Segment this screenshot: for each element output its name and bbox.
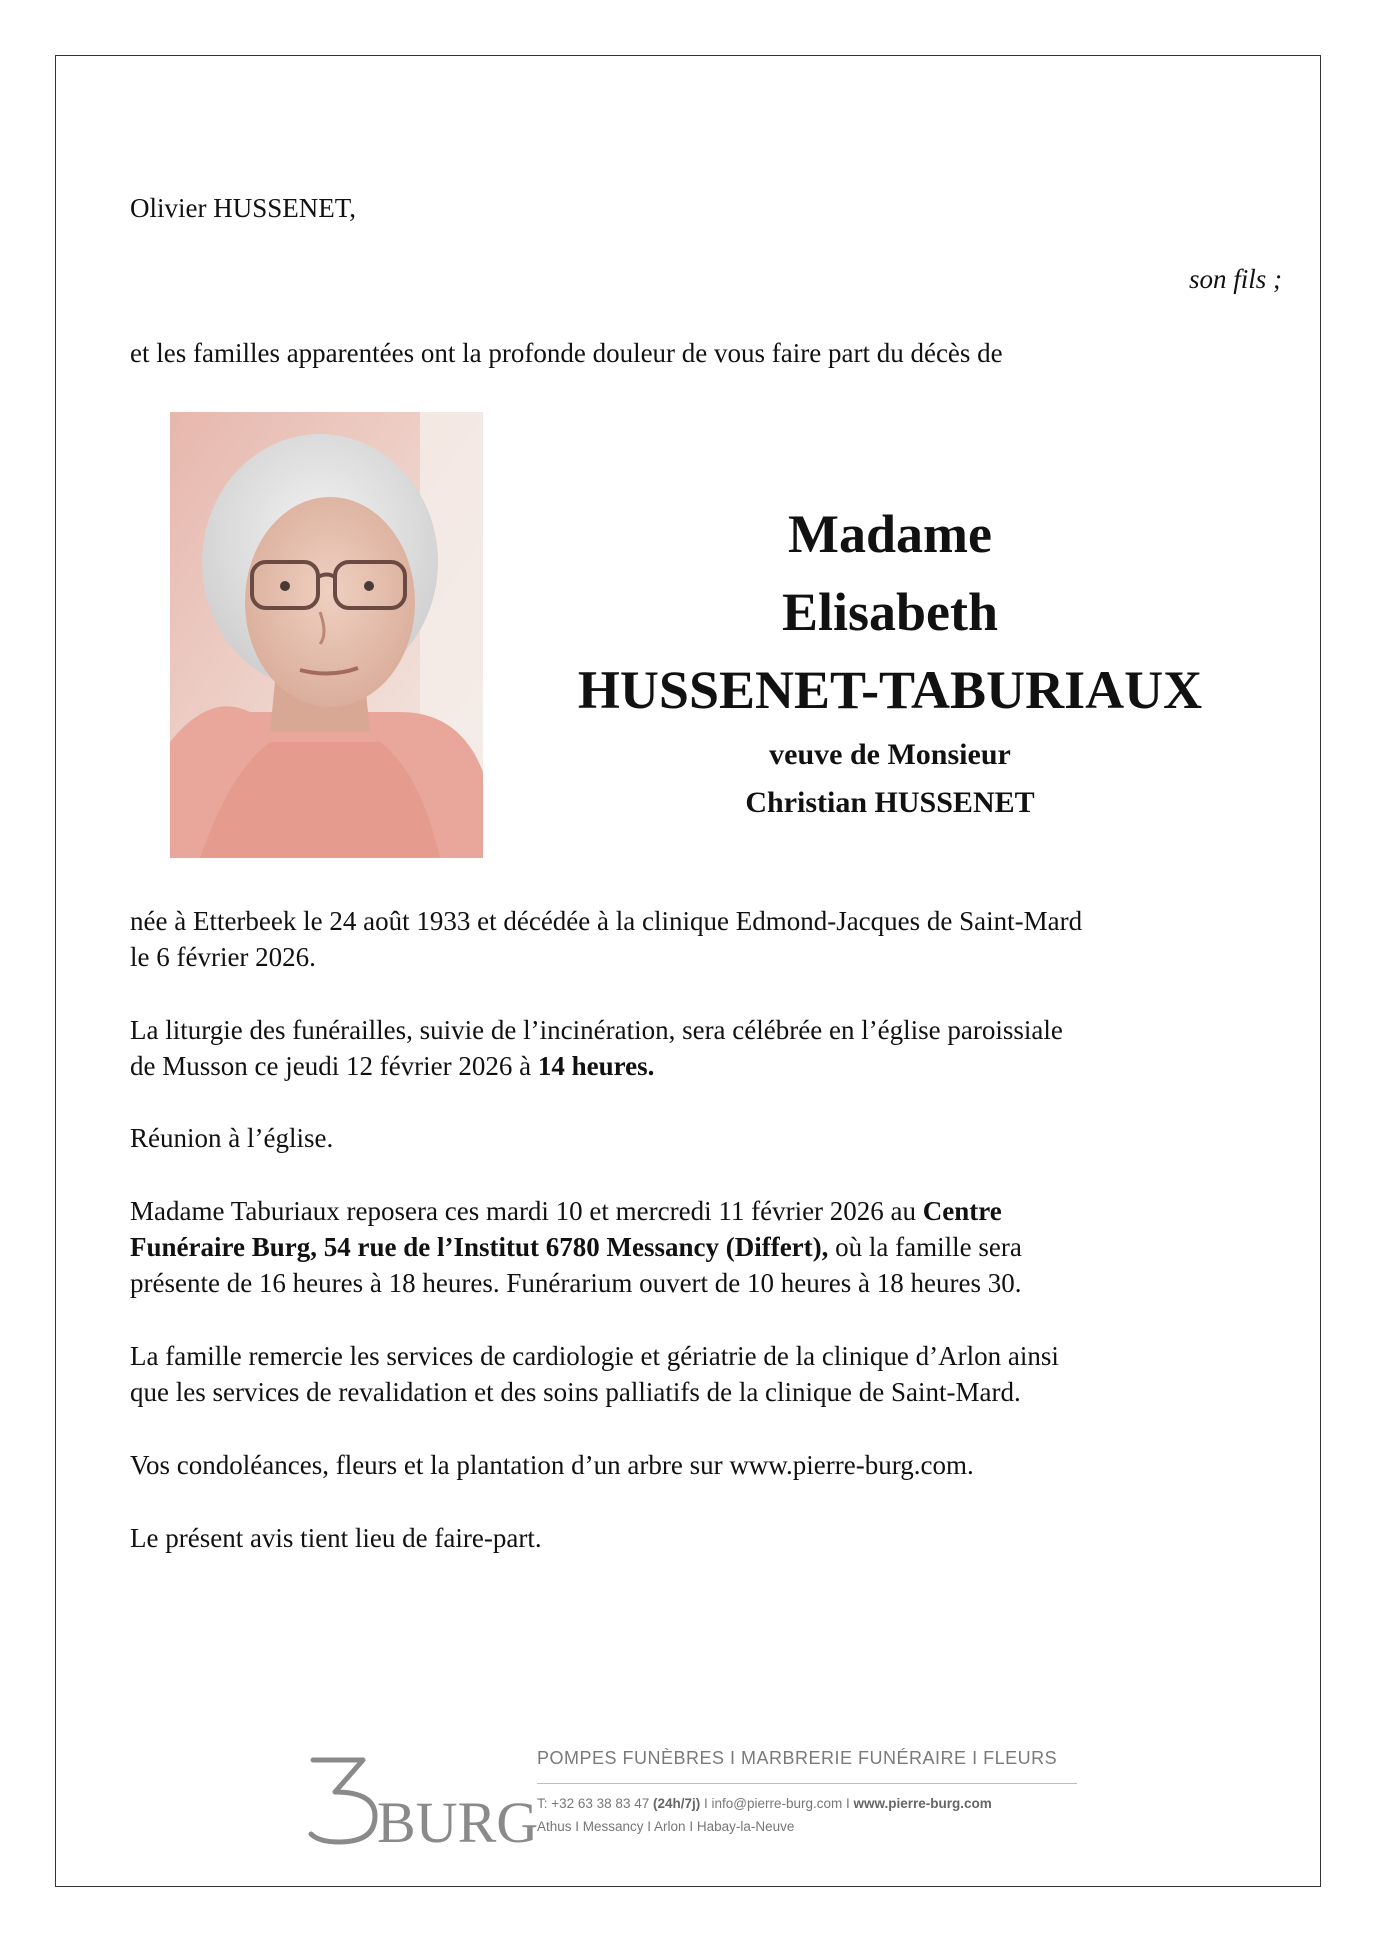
rest-text-1: Madame Taburiaux reposera ces mardi 10 et mercredi 11 février 2026 au xyxy=(130,1196,923,1226)
footer-info xyxy=(537,1748,1077,1834)
announcement-text: et les familles apparentées ont la profonde douleur de vous faire part du décès de xyxy=(130,338,1003,368)
footer-website-link[interactable]: www.pierre-burg.com xyxy=(853,1796,992,1811)
birth-death-paragraph xyxy=(130,903,1280,975)
liturgy-time: 14 heures. xyxy=(537,1051,655,1081)
logo-text: BURG xyxy=(377,1790,539,1855)
liturgy-paragraph xyxy=(130,1012,1280,1084)
footer-contact xyxy=(537,1796,1077,1811)
family-member-name: Olivier HUSSENET, xyxy=(130,193,356,223)
footer-phone-hours: (24h/7j) xyxy=(652,1796,701,1811)
liturgy-line-1: La liturgie des funérailles, suivie de l’incinération, sera célébrée en l’église paroissiale xyxy=(130,1015,1063,1045)
footer-divider xyxy=(537,1783,1077,1784)
rest-paragraph xyxy=(130,1193,1280,1301)
widow-line: veuve de Monsieur xyxy=(769,738,1011,771)
liturgy-line-2 xyxy=(130,1048,1280,1084)
deceased-first-name: Elisabeth xyxy=(781,582,999,642)
deceased-last-name: HUSSENET-TABURIAUX xyxy=(577,660,1203,720)
deceased-name-block xyxy=(520,495,1260,827)
spouse-name: Christian HUSSENET xyxy=(745,786,1035,819)
thanks-paragraph xyxy=(130,1338,1280,1410)
deceased-title: Madame xyxy=(788,504,992,564)
condolences-paragraph: Vos condoléances, fleurs et la plantation d’un arbre sur www.pierre-burg.com. xyxy=(130,1450,974,1480)
rest-line-3: présente de 16 heures à 18 heures. Funérarium ouvert de 10 heures à 18 heures 30. xyxy=(130,1268,1022,1298)
footer-services: POMPES FUNÈBRES I MARBRERIE FUNÉRAIRE I FLEURS xyxy=(537,1748,1058,1768)
rest-line-2 xyxy=(130,1229,1280,1265)
burg-logo xyxy=(305,1752,539,1855)
liturgy-text: de Musson ce jeudi 12 février 2026 à xyxy=(130,1051,538,1081)
thanks-line-2: que les services de revalidation et des soins palliatifs de la clinique de Saint-Mard. xyxy=(130,1377,1021,1407)
rest-location-1: Centre xyxy=(922,1196,1002,1226)
rest-line-1 xyxy=(130,1193,1280,1229)
meeting-paragraph: Réunion à l’église. xyxy=(130,1123,334,1153)
footer-email: I info@pierre-burg.com I xyxy=(700,1796,854,1811)
rest-location-2: Funéraire Burg, 54 rue de l’Institut 6780 Messancy (Differt), xyxy=(130,1232,829,1262)
portrait-photo xyxy=(170,412,483,858)
footer-locations: Athus I Messancy I Arlon I Habay-la-Neuve xyxy=(537,1819,795,1834)
family-relation: son fils ; xyxy=(1188,264,1282,294)
footer-phone: T: +32 63 38 83 47 xyxy=(537,1796,653,1811)
rest-text-2: où la famille sera xyxy=(828,1232,1022,1262)
birth-death-line-2: le 6 février 2026. xyxy=(130,942,316,972)
notice-paragraph: Le présent avis tient lieu de faire-part. xyxy=(130,1523,542,1553)
thanks-line-1: La famille remercie les services de cardiologie et gériatrie de la clinique d’Arlon ainsi xyxy=(130,1341,1059,1371)
birth-death-line-1: née à Etterbeek le 24 août 1933 et décédée à la clinique Edmond-Jacques de Saint-Mard xyxy=(130,906,1083,936)
